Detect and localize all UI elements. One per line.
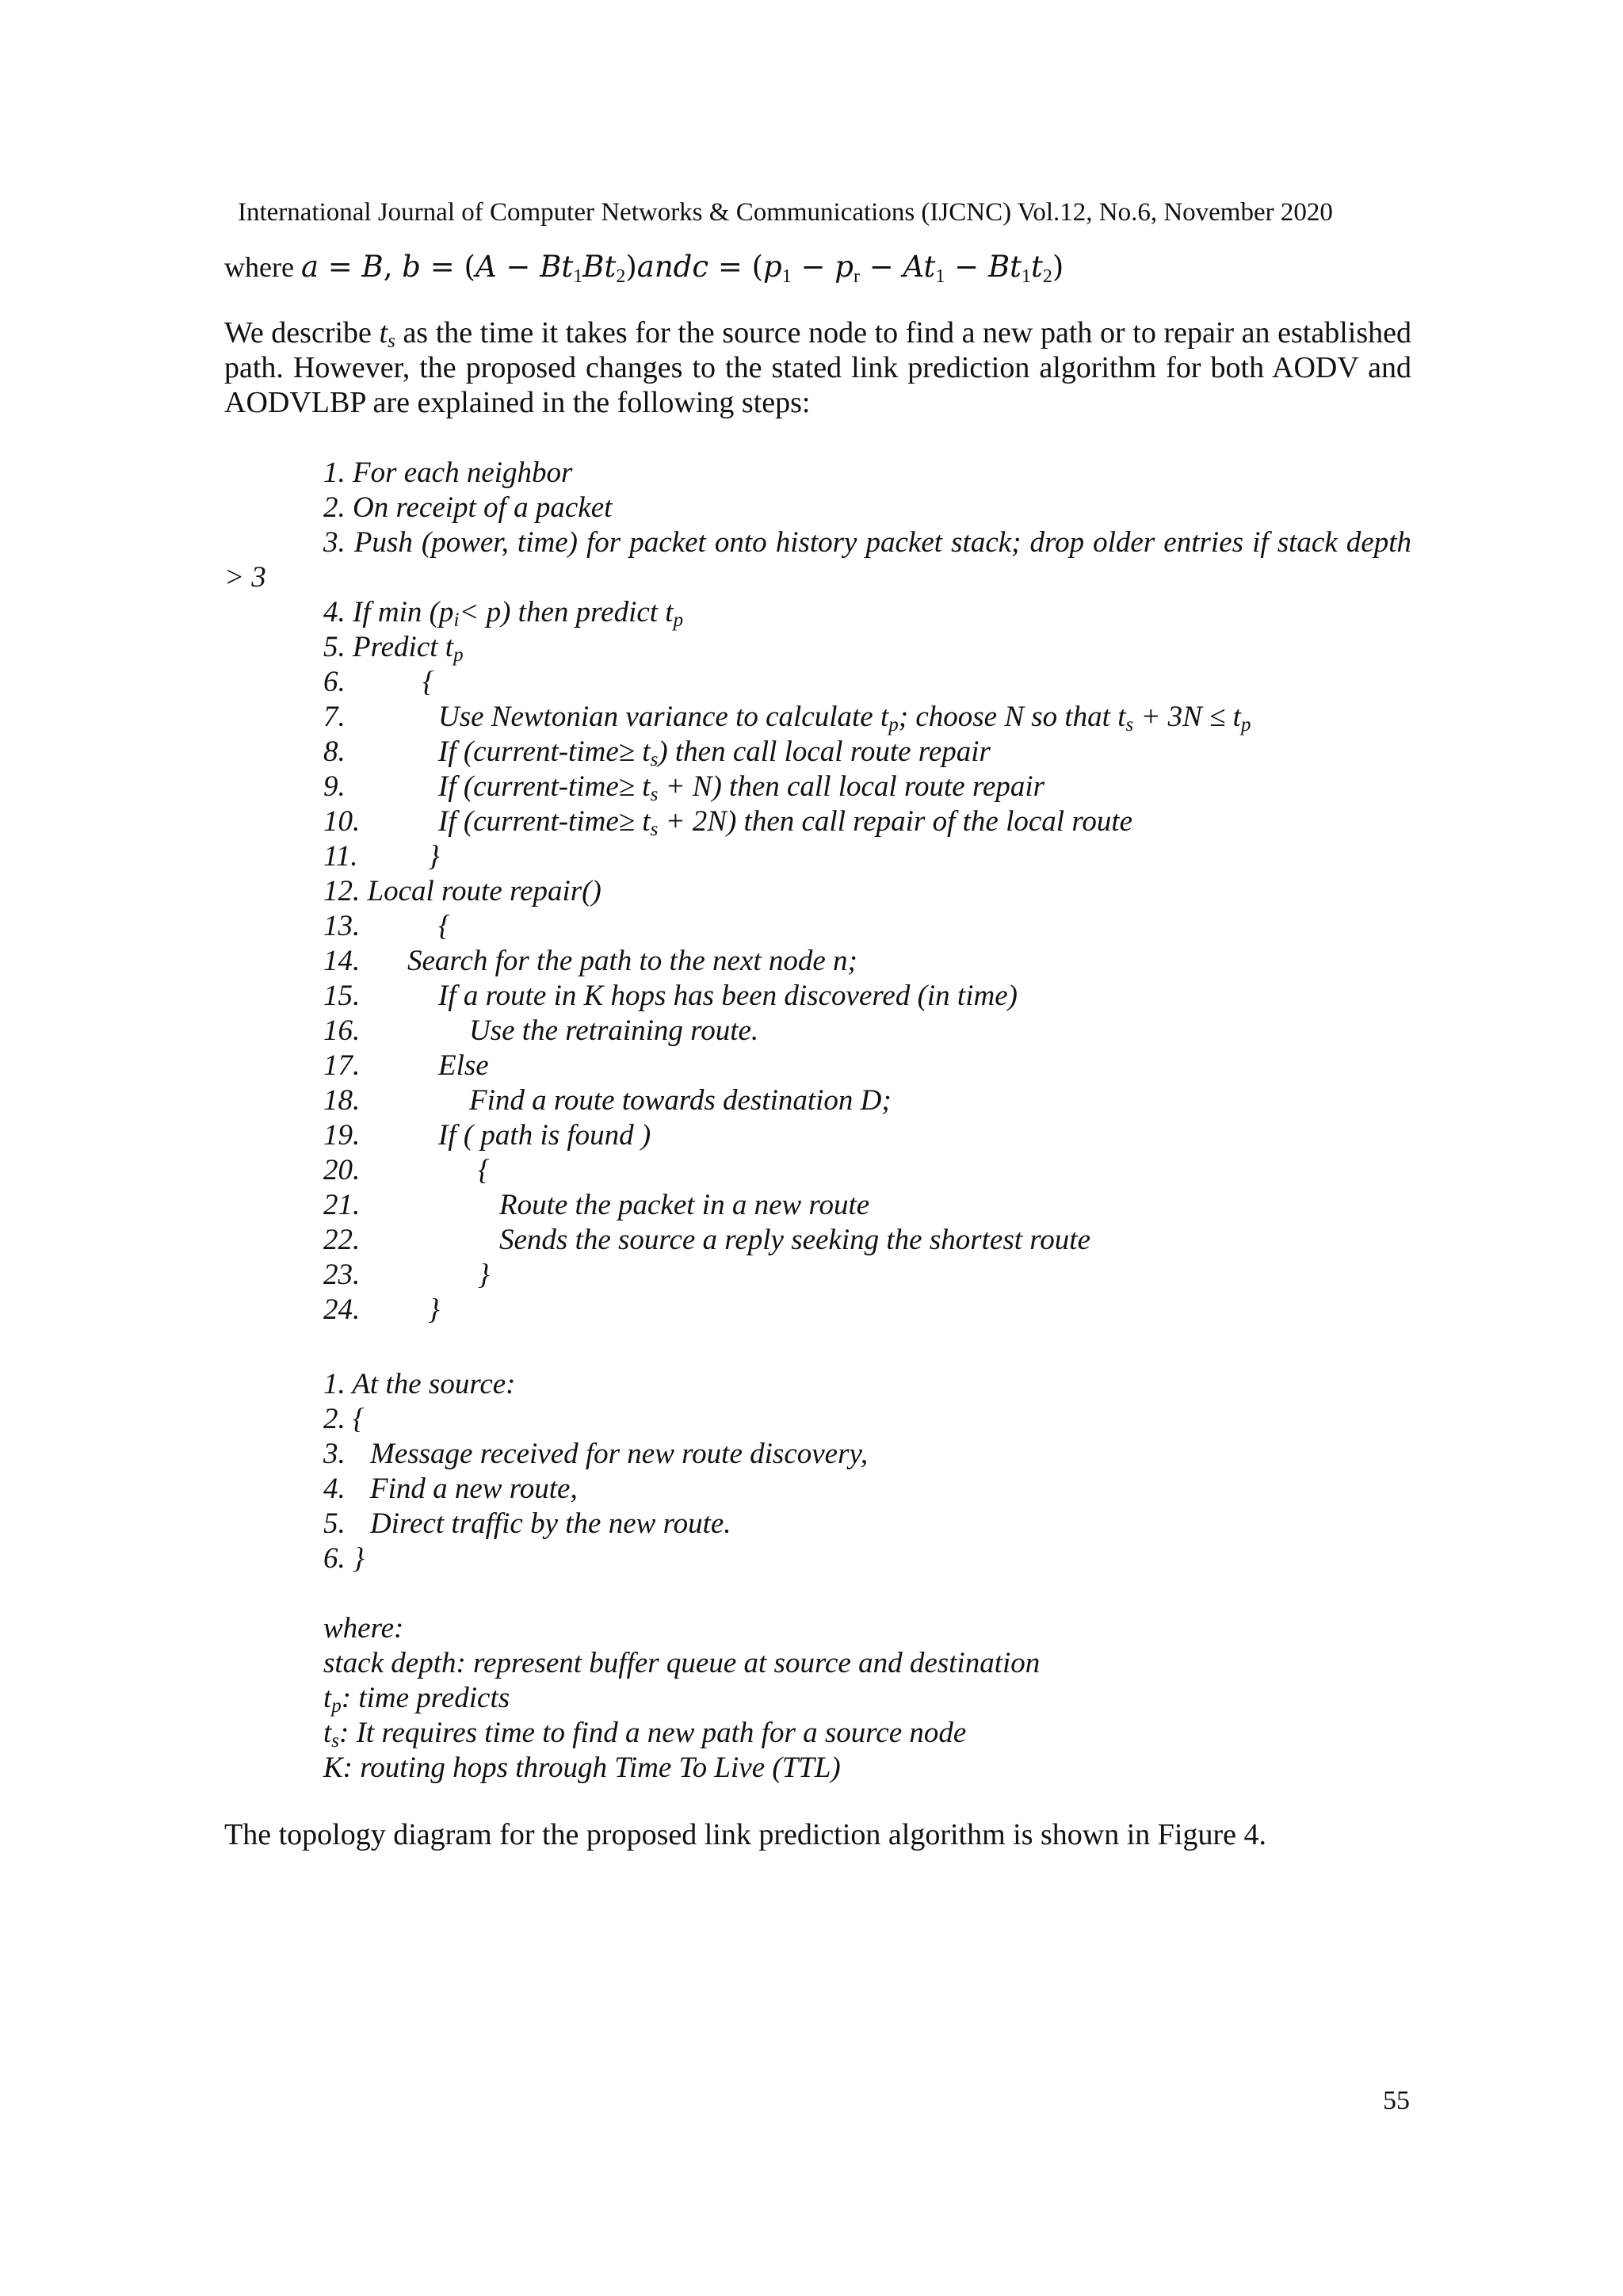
- algo-line-5: 5. Predict $t_p$: [323, 631, 464, 666]
- where-line-tp: $t_p$: time predicts: [323, 1682, 510, 1717]
- where-line-k: K: routing hops through Time To Live (TTL): [323, 1752, 841, 1784]
- algo-line-24-num: 24.: [323, 1293, 361, 1326]
- source-line-3: Message received for new route discovery,: [370, 1438, 869, 1470]
- source-line-5: Direct traffic by the new route.: [370, 1507, 731, 1540]
- algo-line-10: If (current-time≥ $t_s + 2N$) then call repair of the local route: [438, 805, 1133, 840]
- source-line-3-num: 3.: [323, 1438, 346, 1470]
- where-line-ts: $t_s$: It requires time to find a new path for a source node: [323, 1717, 967, 1752]
- algo-line-6: {: [422, 666, 434, 698]
- algo-line-11: }: [428, 840, 440, 873]
- algo-line-9-num: 9.: [323, 770, 346, 803]
- algo-line-1: 1. For each neighbor: [323, 457, 573, 489]
- intro-paragraph: We describe $t_s$ as the time it takes for the source node to find a new path or to repair an established path. However, the proposed changes to the stated link prediction algorithm for both AODV and AODVLBP are explained in the following steps:: [224, 316, 1411, 419]
- algo-line-20: {: [478, 1154, 490, 1186]
- algo-line-10-num: 10.: [323, 805, 361, 838]
- algo-line-8: If (current-time≥ $t_s$) then call local route repair: [438, 735, 991, 770]
- source-line-1: 1. At the source:: [323, 1368, 516, 1400]
- algo-line-19-num: 19.: [323, 1119, 361, 1152]
- algo-line-14: Search for the path to the next node n;: [407, 945, 857, 977]
- algo-line-17: Else: [438, 1049, 489, 1082]
- algo-line-12: 12. Local route repair(): [323, 875, 601, 907]
- closing-sentence: The topology diagram for the proposed link prediction algorithm is shown in Figure 4.: [224, 1818, 1267, 1851]
- journal-header: International Journal of Computer Networks & Communications (IJCNC) Vol.12, No.6, November 2020: [238, 198, 1333, 227]
- algo-line-4: 4. If $\min (p_i< p)$ then predict $t_p$: [323, 596, 684, 631]
- algo-line-16-num: 16.: [323, 1014, 361, 1047]
- algo-line-23-num: 23.: [323, 1259, 361, 1291]
- algo-line-18: Find a route towards destination D;: [469, 1084, 892, 1117]
- algo-line-11-num: 11.: [323, 840, 358, 873]
- algo-line-3: 3. Push (power, time) for packet onto history packet stack; drop older entries if stack depth > 3: [224, 526, 1411, 594]
- algo-line-8-num: 8.: [323, 735, 346, 768]
- algo-line-21-num: 21.: [323, 1189, 361, 1221]
- source-line-5-num: 5.: [323, 1507, 346, 1540]
- page-number: 55: [1383, 2086, 1410, 2115]
- algo-line-15-num: 15.: [323, 980, 361, 1012]
- where-heading: where:: [323, 1612, 404, 1645]
- source-line-4-num: 4.: [323, 1473, 346, 1505]
- eq-where: where: [224, 251, 294, 283]
- algo-line-6-num: 6.: [323, 666, 346, 698]
- algo-line-22: Sends the source a reply seeking the shortest route: [499, 1224, 1090, 1256]
- algo-line-13-num: 13.: [323, 910, 361, 942]
- algo-line-15: If a route in K hops has been discovered (in time): [438, 980, 1018, 1012]
- algo-line-21: Route the packet in a new route: [499, 1189, 870, 1221]
- source-line-4: Find a new route,: [370, 1473, 578, 1505]
- where-line-stack-depth: stack depth: represent buffer queue at source and destination: [323, 1647, 1041, 1679]
- algo-line-9: If (current-time≥ $t_s + N$) then call local route repair: [438, 770, 1045, 805]
- algo-line-16: Use the retraining route.: [469, 1014, 759, 1047]
- algo-line-7: Use Newtonian variance to calculate $t_p$; choose N so that $t_s + 3N \le t_p$: [438, 701, 1251, 735]
- algo-line-2: 2. On receipt of a packet: [323, 491, 613, 524]
- algo-line-23: }: [478, 1259, 490, 1291]
- equation-line: where a = B, $b = (A - Bt_1Bt_2)andc = (p_1 - p_r - At_1 - Bt_1t_2)$: [224, 250, 1064, 287]
- algo-line-13: {: [438, 910, 450, 942]
- algo-line-14-num: 14.: [323, 945, 361, 977]
- algo-line-19: If ( path is found ): [438, 1119, 651, 1152]
- algo-line-20-num: 20.: [323, 1154, 361, 1186]
- source-line-6: 6. }: [323, 1542, 365, 1575]
- source-line-2: 2. {: [323, 1403, 365, 1435]
- algo-line-18-num: 18.: [323, 1084, 361, 1117]
- algo-line-17-num: 17.: [323, 1049, 361, 1082]
- algo-line-22-num: 22.: [323, 1224, 361, 1256]
- algo-line-7-num: 7.: [323, 701, 346, 733]
- algo-line-24: }: [428, 1293, 440, 1326]
